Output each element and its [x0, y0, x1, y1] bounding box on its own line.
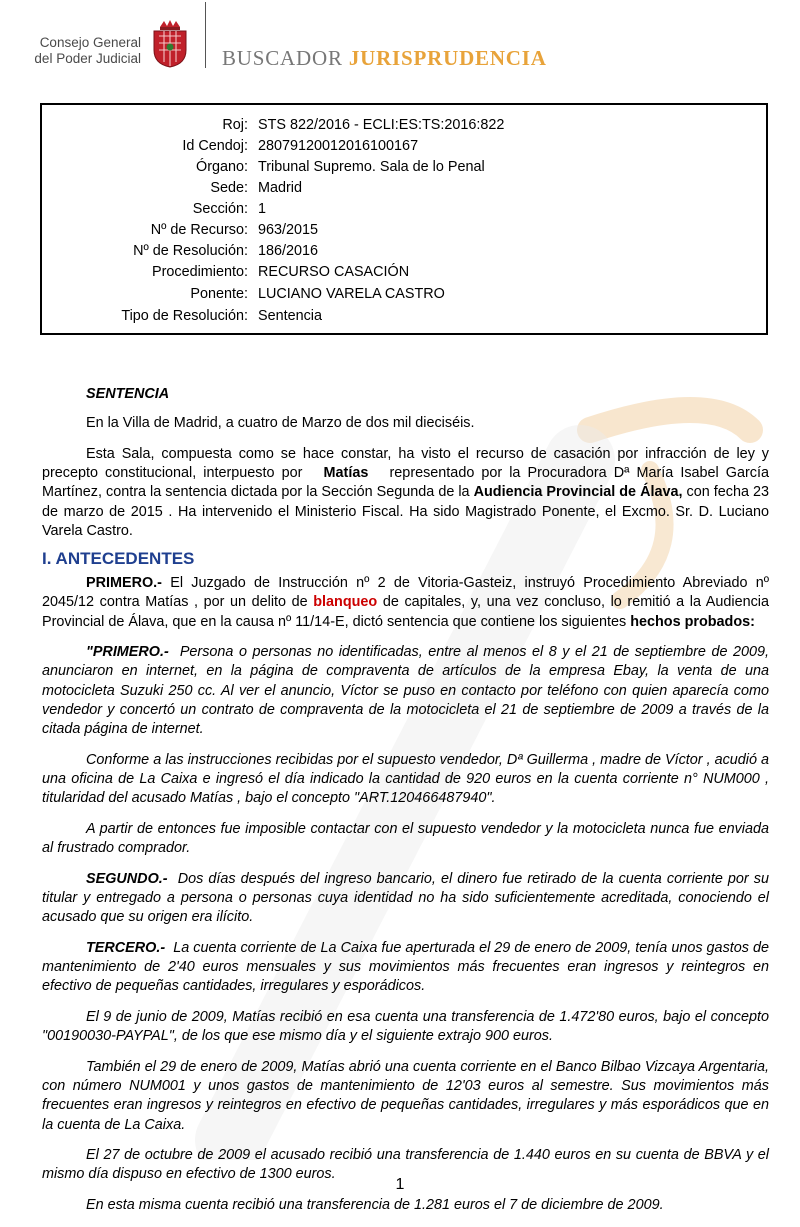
org-name-line2: del Poder Judicial: [34, 51, 141, 66]
meta-value: LUCIANO VARELA CASTRO: [258, 286, 445, 302]
court-name: Audiencia Provincial de Álava,: [473, 484, 683, 501]
paragraph: También el 29 de enero de 2009, Matías abrió una cuenta corriente en el Banco Bilbao Vizcaya Argentaria, con número NUM001 y unos gastos de mantenimiento de 12'03 euros al semestre. Sus movimientos más frecuentes eran ingresos y reintegros en efectivo de pequeñas cantidades, irregulares y más esporádicos que en la cuenta de La Caixa.: [42, 1058, 769, 1133]
paragraph: Esta Sala, compuesta como se hace constar, ha visto el recurso de casación por infracción de ley y precepto constitucional, interpuesto por Matías representado por la Procuradora Dª María Isabel García Martínez, contra la sentencia dictada por la Sección Segunda de la Audiencia Provincial de Álava, con fecha 23 de marzo de 2015 . Ha intervenido el Ministerio Fiscal. Ha sido Magistrado Ponente, el Excmo. Sr. D. Luciano Varela Castro.: [42, 445, 770, 539]
highlighted-keyword: blanqueo: [313, 594, 378, 611]
meta-label: Id Cendoj:: [182, 138, 248, 154]
buscador-title: [222, 46, 547, 71]
meta-row: [42, 138, 768, 159]
meta-label: Sección:: [192, 201, 248, 217]
meta-value: Sentencia: [258, 308, 323, 324]
buscador-word: BUSCADOR: [222, 46, 343, 70]
meta-row: [42, 201, 768, 222]
jurisprudencia-word: JURISPRUDENCIA: [348, 46, 547, 70]
paragraph: A partir de entonces fue imposible contactar con el supuesto vendedor y la motocicleta nunca fue enviada al frustrado comprador.: [42, 820, 769, 857]
meta-value: 1: [258, 201, 267, 217]
paragraph: En esta misma cuenta recibió una transferencia de 1.281 euros el 7 de diciembre de 2009.: [86, 1197, 664, 1214]
org-name-line1: Consejo General: [39, 35, 141, 50]
meta-row: [42, 159, 768, 180]
paragraph: El 9 de junio de 2009, Matías recibió en esa cuenta una transferencia de 1.472'80 euros, bajo el concepto "00190030-PAYPAL", de los que ese mismo día y el siguiente extrajo 900 euros.: [42, 1008, 769, 1045]
meta-label: Procedimiento:: [152, 264, 248, 280]
meta-value: 28079120012016100167: [258, 138, 419, 154]
paragraph: SEGUNDO.- Dos días después del ingreso bancario, el dinero fue retirado de la cuenta corriente por su titular y entregado a persona o personas cuya identidad no ha sido suficientemente acreditada, conociendo el acusado que su origen era ilícito.: [42, 870, 769, 926]
page-number: 1: [395, 1176, 405, 1193]
meta-label: Nº de Resolución:: [133, 243, 248, 259]
meta-value: STS 822/2016 - ECLI:ES:TS:2016:822: [258, 117, 505, 133]
meta-row: [42, 264, 768, 285]
meta-label: Órgano:: [196, 159, 248, 175]
meta-label: Sede:: [210, 180, 248, 196]
meta-row: [42, 222, 768, 243]
paragraph: PRIMERO.- El Juzgado de Instrucción nº 2 de Vitoria-Gasteiz, instruyó Procedimiento Abreviado nº 2045/12 contra Matías , por un delito de blanqueo de capitales, y, una vez concluso, lo remitió a la Audiencia Provincial de Álava, que en la causa nº 11/14-E, dictó sentencia que contiene los siguientes hechos probados:: [42, 575, 770, 630]
meta-value: RECURSO CASACIÓN: [258, 264, 410, 280]
paragraph: TERCERO.- La cuenta corriente de La Caixa fue aperturada el 29 de enero de 2009, tenía unos gastos de mantenimiento de 2'40 euros mensuales y sus movimientos más frecuentes eran ingresos y reintegros en efectivo de pequeñas cantidades, irregulares y esporádicos.: [42, 939, 769, 995]
sentence-title: SENTENCIA: [86, 386, 170, 402]
meta-row: [42, 180, 768, 201]
paragraph: El 27 de octubre de 2009 el acusado recibió una transferencia de 1.440 euros en su cuenta de BBVA y el mismo día dispuso en efectivo de 1300 euros.: [42, 1147, 769, 1183]
meta-value: Madrid: [258, 180, 302, 196]
meta-row: [42, 308, 768, 329]
meta-label: Nº de Recurso:: [150, 222, 248, 238]
section-heading: I. ANTECEDENTES: [42, 548, 195, 568]
party-name: Matías: [323, 465, 369, 482]
meta-value: 186/2016: [258, 243, 319, 259]
meta-value: 963/2015: [258, 222, 319, 238]
page-header: [0, 0, 800, 80]
metadata-box: [40, 103, 768, 335]
meta-label: Tipo de Resolución:: [121, 308, 248, 324]
paragraph: En la Villa de Madrid, a cuatro de Marzo de dos mil dieciséis.: [86, 415, 475, 432]
meta-label: Roj:: [222, 117, 248, 133]
document-body: [42, 385, 769, 1227]
meta-label: Ponente:: [190, 286, 248, 302]
paragraph: Conforme a las instrucciones recibidas por el supuesto vendedor, Dª Guillerma , madre de Víctor , acudió a una oficina de La Caixa e ingresó el día indicado la cantidad de 920 euros en la cuenta corriente n° NUM000 , titularidad del acusado Matías , bajo el concepto "ART.120466487940".: [42, 751, 769, 807]
cgpj-logo-text: [20, 35, 141, 67]
meta-row: [42, 286, 768, 307]
meta-row: [42, 243, 768, 264]
meta-row: [42, 117, 768, 138]
header-divider: [205, 2, 206, 68]
paragraph: "PRIMERO.- Persona o personas no identificadas, entre al menos el 8 y el 21 de septiembre de 2009, anunciaron en internet, en la página de compraventa de artículos de la empresa Ebay, la venta de una motocicleta Suzuki 250 cc. Al ver el anuncio, Víctor se puso en contacto por teléfono con quien aparecía como vendedor y concertó un contrato de compraventa de la motocicleta el 21 de septiembre de 2009 a través de la citada página de internet.: [42, 644, 769, 738]
meta-value: Tribunal Supremo. Sala de lo Penal: [258, 159, 485, 175]
coat-of-arms-icon: [150, 18, 190, 68]
